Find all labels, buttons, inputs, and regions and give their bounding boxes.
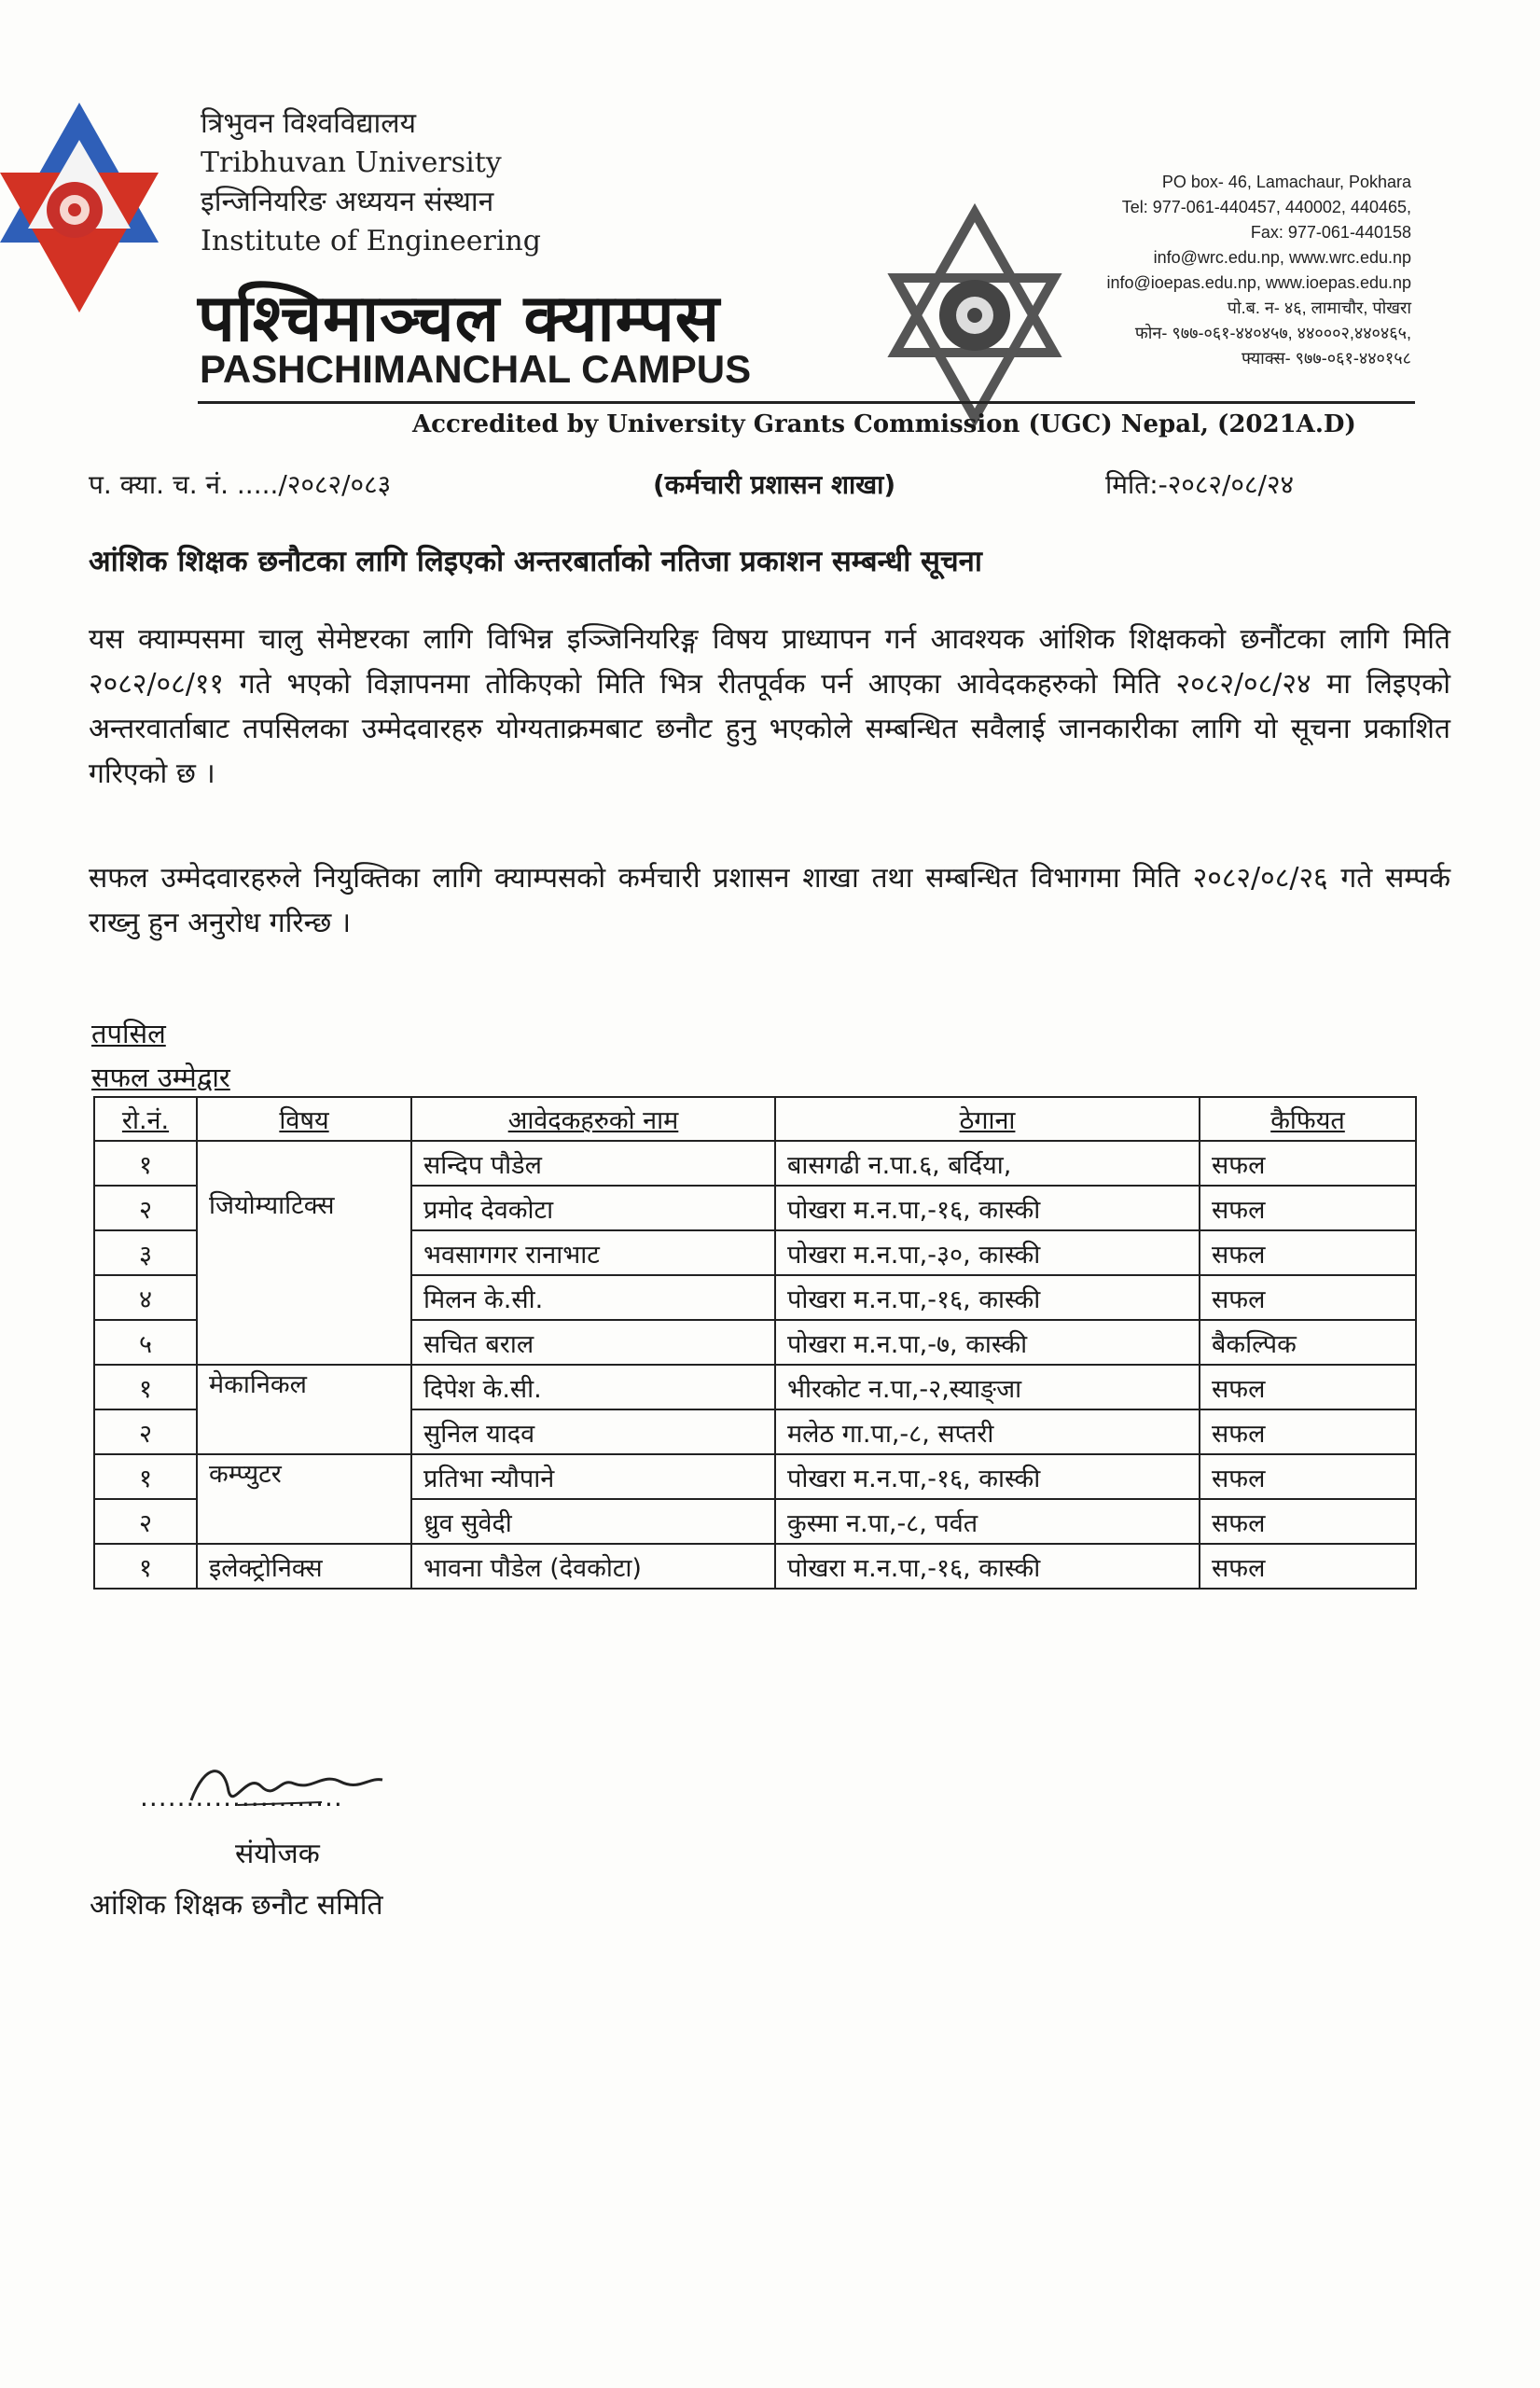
- contact-po-box: PO box- 46, Lamachaur, Pokhara: [1161, 173, 1411, 191]
- cell-remark: सफल: [1200, 1409, 1416, 1454]
- contact-phone-np: फोन- ९७७-०६१-४४०४५७, ४४०००२,४४०४६५,: [1134, 324, 1411, 342]
- cell-address: भीरकोट न.पा,-२,स्याङ्जा: [775, 1365, 1200, 1409]
- table-row: [94, 1544, 1416, 1589]
- cell-remark: सफल: [1200, 1499, 1416, 1544]
- cell-remark: सफल: [1200, 1141, 1416, 1186]
- table-header-row: [94, 1097, 1416, 1141]
- cell-remark: बैकल्पिक: [1200, 1320, 1416, 1365]
- accreditation-line: Accredited by University Grants Commission (UGC) Nepal, (2021A.D): [412, 410, 1356, 438]
- cell-subject: मेकानिकल: [197, 1365, 411, 1454]
- cell-remark: सफल: [1200, 1230, 1416, 1275]
- cell-sn: २: [94, 1186, 197, 1230]
- cell-remark: सफल: [1200, 1186, 1416, 1230]
- cell-name: सचित बराल: [411, 1320, 775, 1365]
- cell-subject: कम्प्युटर: [197, 1454, 411, 1544]
- contact-fax: Fax: 977-061-440158: [1250, 223, 1411, 242]
- notice-paragraph-1: यस क्याम्पसमा चालु सेमेष्टरका लागि विभिन्न इञ्जिनियरिङ्ग विषय प्राध्यापन गर्न आवश्यक आंशिक शिक्षकको छनौंटका लागि मिति २०८२/०८/११ गते भएको विज्ञापनमा तोकिएको मिति भित्र रीतपूर्वक पर्न आएका आवेदकहरुको मिति २०८२/०८/२४ मा लिइएको अन्तरवार्ताबाट तपसिलका उम्मेदवारहरु योग्यताक्रमबाट छनौट हुनु भएकोले सम्बन्धित सवैलाई जानकारीका लागि यो सूचना प्रकाशित गरिएको छ ।: [89, 623, 1450, 790]
- candidates-table: [93, 1096, 1417, 1590]
- cell-address: बासगढी न.पा.६, बर्दिया,: [775, 1141, 1200, 1186]
- cell-remark: सफल: [1200, 1544, 1416, 1589]
- header-remark: कैफियत: [1200, 1097, 1416, 1141]
- institute-name-np: इन्जिनियरिङ अध्ययन संस्थान: [201, 186, 494, 218]
- cell-subject: जियोम्याटिक्स: [197, 1141, 411, 1365]
- university-block: [201, 104, 686, 261]
- signature-line: ......................: [140, 1782, 343, 1812]
- header-subject: विषय: [197, 1097, 411, 1141]
- cell-remark: सफल: [1200, 1365, 1416, 1409]
- cell-address: पोखरा म.न.पा,-१६, कास्की: [775, 1186, 1200, 1230]
- contact-block: [1107, 170, 1412, 371]
- cell-name: सुनिल यादव: [411, 1409, 775, 1454]
- header-name: आवेदकहरुको नाम: [411, 1097, 775, 1141]
- cell-address: मलेठ गा.पा,-८, सप्तरी: [775, 1409, 1200, 1454]
- cell-sn: २: [94, 1409, 197, 1454]
- contact-fax-np: फ्याक्स- ९७७-०६१-४४०१५८: [1242, 349, 1411, 368]
- table-row: [94, 1365, 1416, 1409]
- contact-email-web-1: info@wrc.edu.np, www.wrc.edu.np: [1153, 248, 1411, 267]
- cell-address: पोखरा म.न.पा,-७, कास्की: [775, 1320, 1200, 1365]
- cell-remark: सफल: [1200, 1275, 1416, 1320]
- cell-name: मिलन के.सी.: [411, 1275, 775, 1320]
- cell-name: दिपेश के.सी.: [411, 1365, 775, 1409]
- tapasil-label: तपसिल: [91, 1018, 166, 1049]
- table-row: [94, 1454, 1416, 1499]
- signatory-title: संयोजक: [235, 1838, 320, 1870]
- ref-number: प. क्या. च. नं. ...../२०८२/०८३: [89, 469, 392, 500]
- cell-sn: १: [94, 1141, 197, 1186]
- cell-sn: ५: [94, 1320, 197, 1365]
- notice-title: आंशिक शिक्षक छनौटका लागि लिइएको अन्तरबार्ताको नतिजा प्रकाशन सम्बन्धी सूचना: [89, 545, 982, 578]
- successful-candidates-label: सफल उम्मेद्वार: [91, 1062, 230, 1093]
- contact-po-np: पो.ब. न- ४६, लामाचौर, पोखरा: [1227, 298, 1411, 317]
- tu-logo-icon: [0, 103, 159, 312]
- ref-section: (कर्मचारी प्रशासन शाखा): [653, 469, 896, 500]
- ioe-seal-icon: [863, 203, 1087, 427]
- table-row: [94, 1141, 1416, 1186]
- header-address: ठेगाना: [775, 1097, 1200, 1141]
- campus-name-en: PASHCHIMANCHAL CAMPUS: [200, 347, 752, 391]
- notice-paragraph-2: सफल उम्मेदवारहरुले नियुक्तिका लागि क्याम्पसको कर्मचारी प्रशासन शाखा तथा सम्बन्धित विभागमा मिति २०८२/०८/२६ गते सम्पर्क राख्नु हुन अनुरोध गरिन्छ ।: [89, 862, 1450, 939]
- cell-sn: ३: [94, 1230, 197, 1275]
- cell-address: पोखरा म.न.पा,-१६, कास्की: [775, 1275, 1200, 1320]
- university-name-en: Tribhuvan University: [201, 146, 502, 179]
- campus-name-np: पश्चिमाञ्चल क्याम्पस: [198, 280, 721, 356]
- cell-address: पोखरा म.न.पा,-३०, कास्की: [775, 1230, 1200, 1275]
- cell-name: ध्रुव सुवेदी: [411, 1499, 775, 1544]
- contact-tel: Tel: 977-061-440457, 440002, 440465,: [1121, 198, 1411, 216]
- cell-name: सन्दिप पौडेल: [411, 1141, 775, 1186]
- cell-address: पोखरा म.न.पा,-१६, कास्की: [775, 1544, 1200, 1589]
- university-name-np: त्रिभुवन विश्वविद्यालय: [201, 107, 417, 140]
- header-divider: [198, 401, 1415, 404]
- cell-address: पोखरा म.न.पा,-१६, कास्की: [775, 1454, 1200, 1499]
- ref-date: मिति:-२०८२/०८/२४: [1105, 469, 1295, 500]
- cell-sn: १: [94, 1544, 197, 1589]
- committee-name: आंशिक शिक्षक छनौट समिति: [90, 1889, 383, 1922]
- cell-address: कुस्मा न.पा,-८, पर्वत: [775, 1499, 1200, 1544]
- cell-subject: इलेक्ट्रोनिक्स: [197, 1544, 411, 1589]
- institute-name-en: Institute of Engineering: [201, 225, 541, 257]
- cell-sn: ४: [94, 1275, 197, 1320]
- cell-name: प्रतिभा न्यौपाने: [411, 1454, 775, 1499]
- contact-email-web-2: info@ioepas.edu.np, www.ioepas.edu.np: [1106, 273, 1411, 292]
- cell-sn: २: [94, 1499, 197, 1544]
- cell-name: भावना पौडेल (देवकोटा): [411, 1544, 775, 1589]
- cell-remark: सफल: [1200, 1454, 1416, 1499]
- cell-name: भवसागगर रानाभाट: [411, 1230, 775, 1275]
- header-sn: रो.नं.: [94, 1097, 197, 1141]
- cell-sn: १: [94, 1365, 197, 1409]
- cell-sn: १: [94, 1454, 197, 1499]
- cell-name: प्रमोद देवकोटा: [411, 1186, 775, 1230]
